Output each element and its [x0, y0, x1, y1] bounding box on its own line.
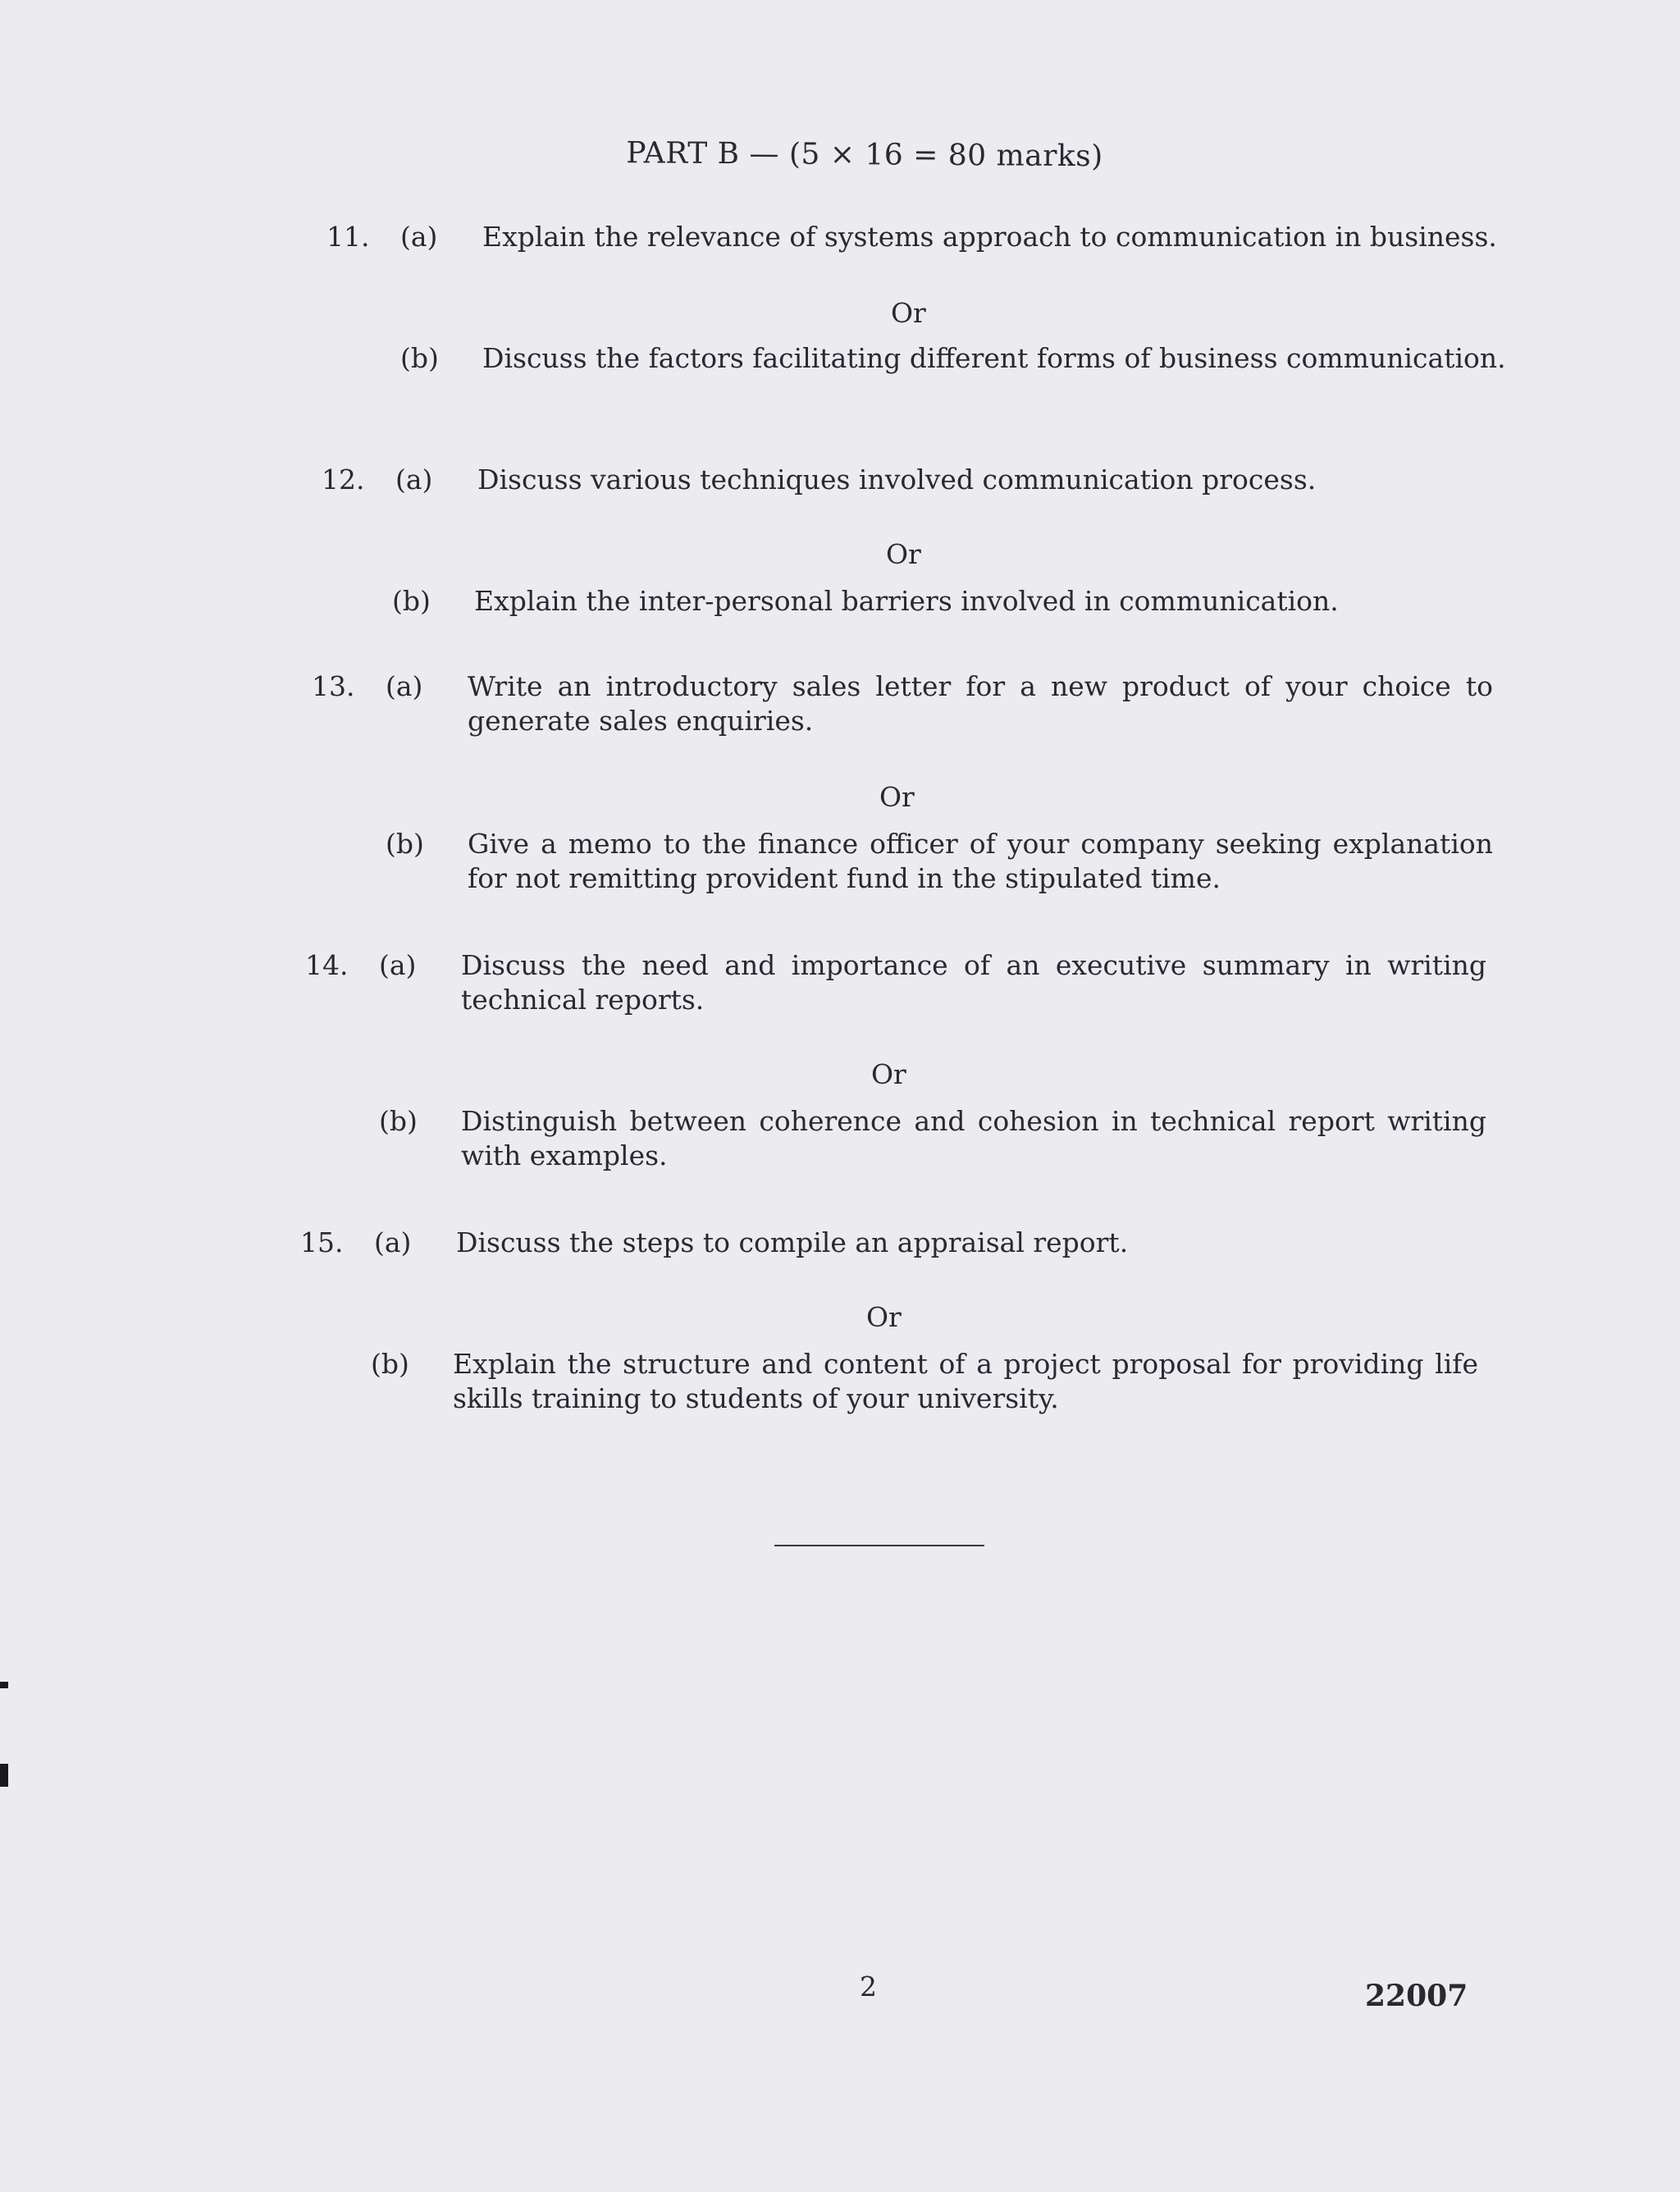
or-separator: Or: [866, 1301, 902, 1333]
question-number: 11.: [326, 221, 370, 253]
question-number: 13.: [312, 670, 355, 702]
question-text: Discuss various techniques involved communication process.: [477, 464, 1317, 495]
part-title: PART B — (5 × 16 = 80 marks): [626, 136, 1103, 174]
subpart-label: (a): [400, 221, 438, 253]
subpart-label: (b): [371, 1348, 409, 1380]
question-text: Discuss the factors facilitating different forms of business communication.: [482, 342, 1506, 374]
or-separator: Or: [891, 297, 926, 329]
question-text: Explain the relevance of systems approach to communication in business.: [482, 221, 1497, 253]
or-separator: Or: [871, 1058, 906, 1090]
question-number: 12.: [322, 464, 365, 495]
subpart-label: (a): [379, 949, 417, 981]
question-text: Distinguish between coherence and cohesion in technical report writing with examples.: [461, 1105, 1486, 1171]
subpart-label: (b): [379, 1105, 418, 1137]
question-text: Discuss the steps to compile an appraisal report.: [456, 1226, 1129, 1258]
subpart-label: (a): [395, 464, 433, 495]
paper-code: 22007: [1365, 1979, 1468, 2013]
question-number: 15.: [300, 1226, 344, 1258]
end-rule: [774, 1545, 984, 1546]
question-text: Give a memo to the finance officer of your company seeking explanation for not remitting provident fund in the stipulated time.: [468, 828, 1493, 894]
question-text: Discuss the need and importance of an executive summary in writing technical reports.: [461, 949, 1486, 1016]
or-separator: Or: [886, 538, 921, 570]
question-text: Write an introductory sales letter for a new product of your choice to generate sales enquiries.: [468, 670, 1493, 737]
subpart-label: (b): [386, 828, 424, 860]
subpart-label: (b): [392, 585, 431, 617]
subpart-label: (a): [374, 1226, 412, 1258]
question-text: Explain the structure and content of a project proposal for providing life skills training to students of your university.: [453, 1348, 1478, 1414]
question-text: Explain the inter-personal barriers involved in communication.: [474, 585, 1339, 617]
question-number: 14.: [305, 949, 349, 981]
scan-edge-mark: [0, 1682, 8, 1688]
scan-edge-mark: [0, 1764, 8, 1787]
subpart-label: (a): [386, 670, 423, 702]
or-separator: Or: [879, 781, 915, 813]
page-number: 2: [860, 1971, 877, 2002]
subpart-label: (b): [400, 342, 439, 374]
